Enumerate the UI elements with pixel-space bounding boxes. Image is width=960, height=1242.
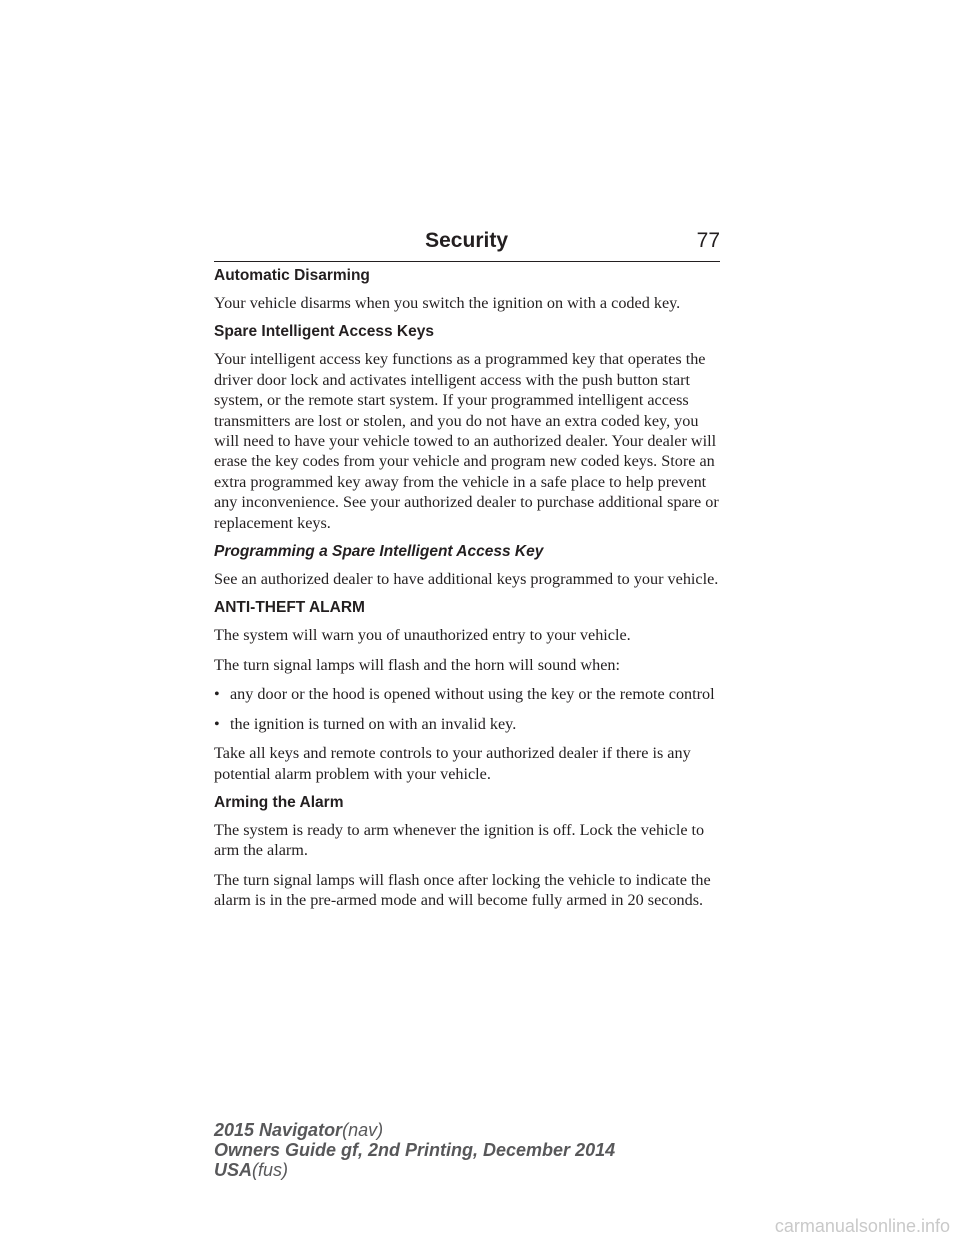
list-item: [214, 714, 724, 734]
paragraph-anti-theft-3: Take all keys and remote controls to your authorized dealer if there is any potential alarm problem with your vehicle.: [214, 744, 691, 783]
paragraph-anti-theft-1: The system will warn you of unauthorized entry to your vehicle.: [214, 626, 631, 645]
document-footer: [214, 1120, 615, 1180]
footer-model: 2015 Navigator: [214, 1120, 343, 1140]
paragraph-automatic-disarming: Your vehicle disarms when you switch the ignition on with a coded key.: [214, 294, 681, 312]
list-item: [214, 684, 724, 704]
paragraph-spare-keys: Your intelligent access key functions as a programmed key that operates the driver door lock and activates intelligent access with the push button start system, or the remote start system. If your programmed intelligent access transmitters are lost or stolen, and you do not have an extra coded key, you will need to have your vehicle towed to an authorized dealer. Your dealer will erase the key codes from your vehicle and program new coded keys. Store an extra programmed key away from the vehicle in a safe place to help prevent any inconvenience. See your authorized dealer to purchase additional spare or replacement keys.: [214, 350, 719, 532]
footer-region-code: (fus): [252, 1160, 289, 1180]
footer-model-code: (nav): [342, 1120, 384, 1140]
list-item-text: any door or the hood is opened without using the key or the remote control: [230, 685, 715, 704]
paragraph-arming-1: The system is ready to arm whenever the ignition is off. Lock the vehicle to arm the alarm.: [214, 820, 705, 860]
bullet-list: [214, 684, 724, 734]
page-header: [214, 229, 720, 262]
paragraph-anti-theft-2: The turn signal lamps will flash and the horn will sound when:: [214, 655, 620, 674]
footer-line-3: [214, 1160, 615, 1180]
paragraph-programming: See an authorized dealer to have additional keys programmed to your vehicle.: [214, 570, 719, 589]
heading-spare-keys: Spare Intelligent Access Keys: [214, 323, 434, 341]
bullet-icon: •: [214, 714, 220, 733]
heading-programming: Programming a Spare Intelligent Access Key: [214, 543, 544, 561]
footer-line-2: Owners Guide gf, 2nd Printing, December 2014: [214, 1140, 616, 1160]
page-content: [214, 266, 724, 920]
watermark: carmanualsonline.info: [774, 1216, 950, 1236]
paragraph-arming-2: The turn signal lamps will flash once after locking the vehicle to indicate the alarm is in the pre-armed mode and will become fully armed in 20 seconds.: [214, 870, 711, 910]
page-number: 77: [696, 229, 720, 252]
footer-line-1: [214, 1120, 615, 1140]
footer-region: USA: [214, 1160, 253, 1180]
bullet-icon: •: [214, 685, 220, 704]
heading-anti-theft-alarm: ANTI-THEFT ALARM: [214, 599, 365, 617]
section-title: Security: [425, 229, 508, 252]
heading-arming-alarm: Arming the Alarm: [214, 793, 344, 811]
heading-automatic-disarming: Automatic Disarming: [214, 267, 370, 284]
list-item-text: the ignition is turned on with an invalid key.: [230, 714, 517, 733]
